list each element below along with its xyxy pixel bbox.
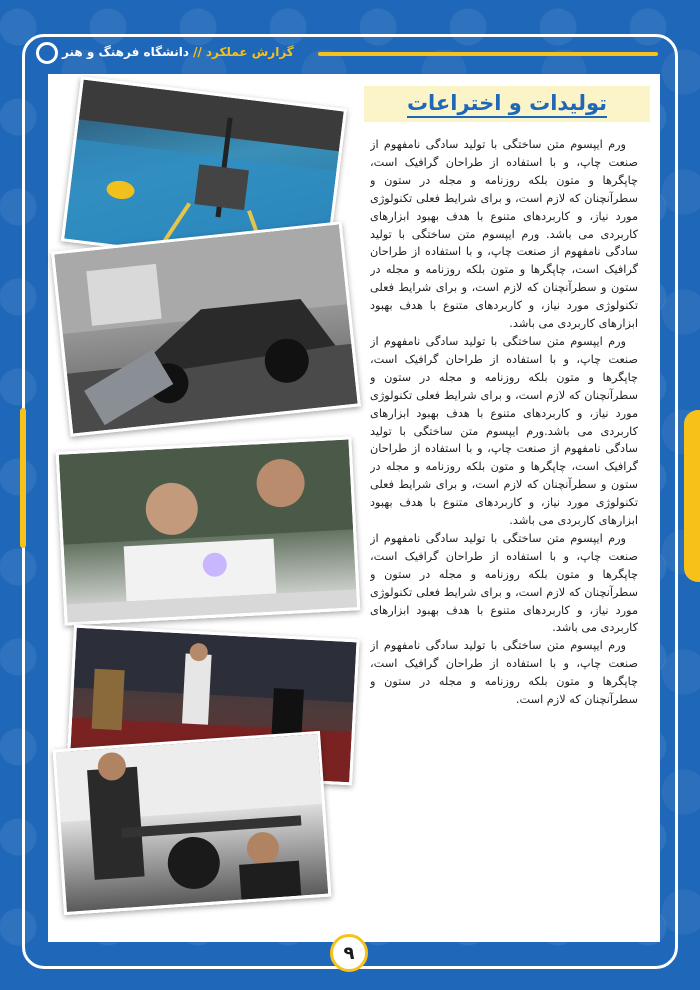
buggy-vehicle-image <box>54 225 357 434</box>
article-body <box>370 136 638 896</box>
header-circle-icon <box>36 42 58 64</box>
page-number: ۹ <box>330 934 368 972</box>
photo-students-workshop <box>56 436 361 625</box>
paragraph: ورم ایپسوم متن ساختگی با تولید سادگی نامفهوم از صنعت چاپ، و با استفاده از طراحان گرافیک است، چاپگرها و متون بلکه روزنامه و مجله در ستون و سطرآنچنان که لازم است، و برای شرایط فعلی تکنولوژی مورد نیاز، و کاربردهای متنوع با هدف بهبود ابزارهای کاربردی می باشد. <box>370 531 638 635</box>
paragraph: ورم ایپسوم متن ساختگی با تولید سادگی نامفهوم از صنعت چاپ، و با استفاده از طراحان گرافیک است، چاپگرها و متون بلکه روزنامه و مجله در ستون و سطرآنچنان که لازم است، و برای شرایط فعلی تکنولوژی مورد نیاز، و کاربردهای متنوع با هدف بهبود ابزارهای کاربردی می باشد.ورم ایپسوم متن ساختگی با تولید سادگی نامفهوم از صنعت چاپ، و با استفاده از طراحان گرافیک است، چاپگرها و متون بلکه روزنامه و مجله در ستون و سطرآنچنان که لازم است، و برای شرایط فعلی تکنولوژی مورد نیاز، و کاربردهای متنوع با هدف بهبود ابزارهای کاربردی می باشد. <box>370 334 638 528</box>
header-unit: دانشگاه فرهنگ و هنر <box>62 45 190 59</box>
paragraph: ورم ایپسوم متن ساختگی با تولید سادگی نامفهوم از صنعت چاپ، و با استفاده از طراحان گرافیک است، چاپگرها و متون بلکه روزنامه و مجله در ستون و سطرآنچنان که لازم است. <box>370 639 638 707</box>
left-accent-bar <box>20 408 26 548</box>
students-workshop-image <box>59 440 357 623</box>
photo-assembly <box>53 731 332 915</box>
page-title: تولیدات و اختراعات <box>407 90 607 118</box>
header-label: گزارش عملکرد <box>205 45 294 59</box>
header-divider <box>318 52 658 56</box>
title-box <box>364 86 650 122</box>
paragraph: ورم ایپسوم متن ساختگی با تولید سادگی نامفهوم از صنعت چاپ، و با استفاده از طراحان گرافیک است، چاپگرها و متون بلکه روزنامه و مجله در ستون و سطرآنچنان که لازم است، و برای شرایط فعلی تکنولوژی مورد نیاز، و کاربردهای متنوع با هدف بهبود ابزارهای کاربردی می باشد. ورم ایپسوم متن ساختگی با تولید سادگی نامفهوم از صنعت چاپ، و با استفاده از طراحان گرافیک است، چاپگرها و متون بلکه روزنامه و مجله در ستون و سطرآنچنان که لازم است، و برای شرایط فعلی تکنولوژی مورد نیاز، و کاربردهای متنوع با هدف بهبود ابزارهای کاربردی می باشد. <box>370 138 638 331</box>
photo-buggy-vehicle <box>51 221 361 437</box>
header <box>62 41 294 63</box>
side-tab <box>684 410 700 582</box>
header-separator: // <box>193 45 202 59</box>
assembly-image <box>56 734 329 912</box>
